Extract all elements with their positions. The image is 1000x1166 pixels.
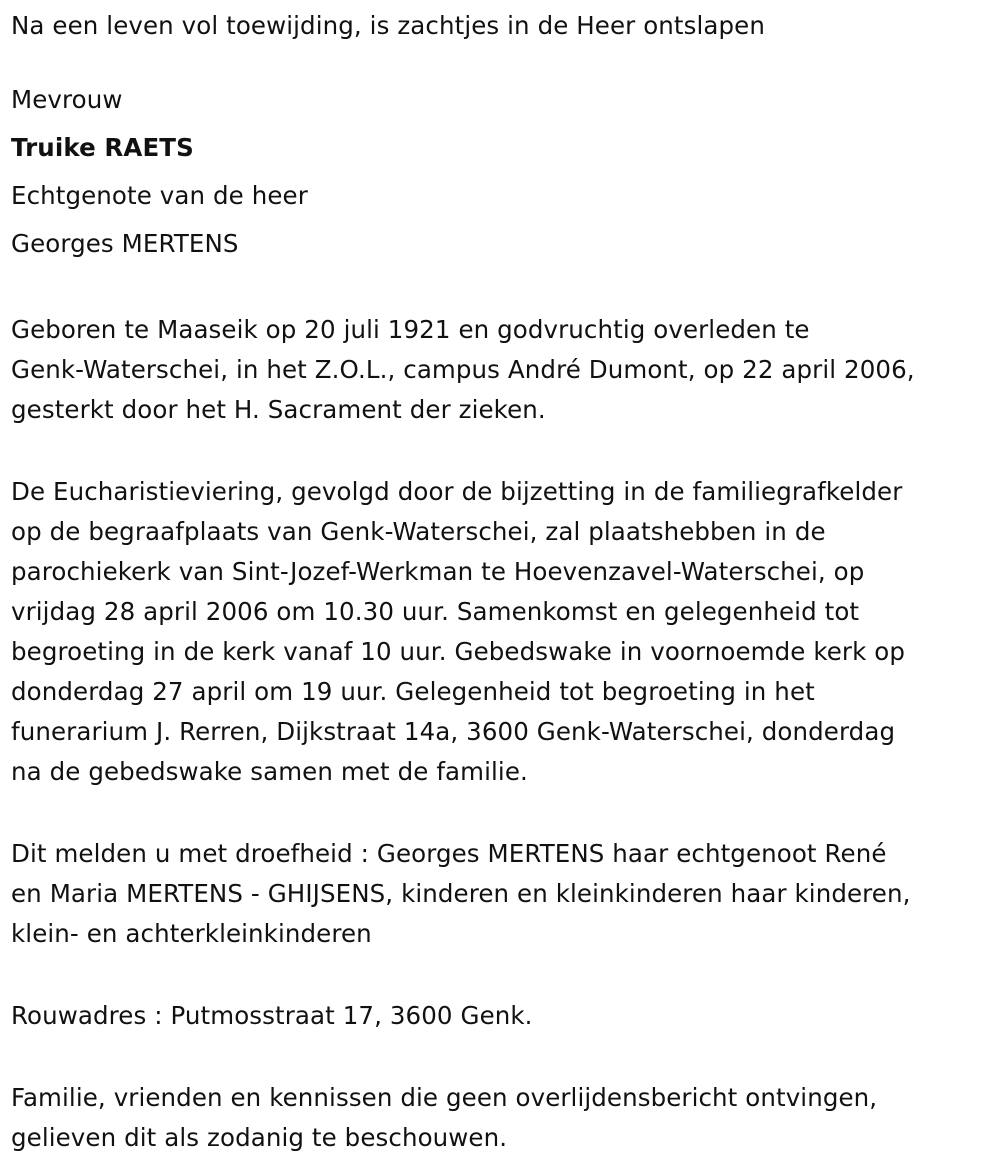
paragraph-line: na de gebedswake samen met de familie. (11, 757, 528, 786)
birth-death-paragraph (11, 310, 1000, 430)
closing-paragraph (11, 1078, 1000, 1158)
paragraph-line: vrijdag 28 april 2006 om 10.30 uur. Samenkomst en gelegenheid tot (11, 597, 860, 626)
paragraph-line: op de begraafplaats van Genk-Waterschei, zal plaatshebben in de (11, 517, 826, 546)
paragraph-line: donderdag 27 april om 19 uur. Gelegenheid tot begroeting in het (11, 677, 815, 706)
salutation: Mevrouw (11, 85, 123, 114)
paragraph-line: De Eucharistieviering, gevolgd door de bijzetting in de familiegrafkelder (11, 477, 903, 506)
mourning-address: Rouwadres : Putmosstraat 17, 3600 Genk. (11, 1001, 533, 1030)
family-paragraph (11, 834, 1000, 954)
deceased-block (11, 76, 1000, 268)
paragraph-line: Genk-Waterschei, in het Z.O.L., campus André Dumont, op 22 april 2006, (11, 355, 915, 384)
intro-text: Na een leven vol toewijding, is zachtjes in de Heer ontslapen (11, 11, 765, 40)
spouse-label: Echtgenote van de heer (11, 181, 308, 210)
paragraph-line: gesterkt door het H. Sacrament der zieken. (11, 395, 546, 424)
ceremony-paragraph (11, 472, 1000, 792)
paragraph-line: en Maria MERTENS - GHIJSENS, kinderen en kleinkinderen haar kinderen, (11, 879, 911, 908)
spouse-name: Georges MERTENS (11, 229, 239, 258)
paragraph-line: begroeting in de kerk vanaf 10 uur. Gebedswake in voornoemde kerk op (11, 637, 906, 666)
paragraph-line: klein- en achterkleinkinderen (11, 919, 372, 948)
address-paragraph (11, 996, 1000, 1036)
deceased-name: Truike RAETS (11, 133, 194, 162)
paragraph-line: Familie, vrienden en kennissen die geen overlijdensbericht ontvingen, (11, 1083, 878, 1112)
paragraph-line: Geboren te Maaseik op 20 juli 1921 en godvruchtig overleden te (11, 315, 810, 344)
paragraph-line: parochiekerk van Sint-Jozef-Werkman te Hoevenzavel-Waterschei, op (11, 557, 865, 586)
paragraph-line: Dit melden u met droefheid : Georges MERTENS haar echtgenoot René (11, 839, 887, 868)
paragraph-line: gelieven dit als zodanig te beschouwen. (11, 1123, 508, 1152)
paragraph-line: funerarium J. Rerren, Dijkstraat 14a, 3600 Genk-Waterschei, donderdag (11, 717, 896, 746)
